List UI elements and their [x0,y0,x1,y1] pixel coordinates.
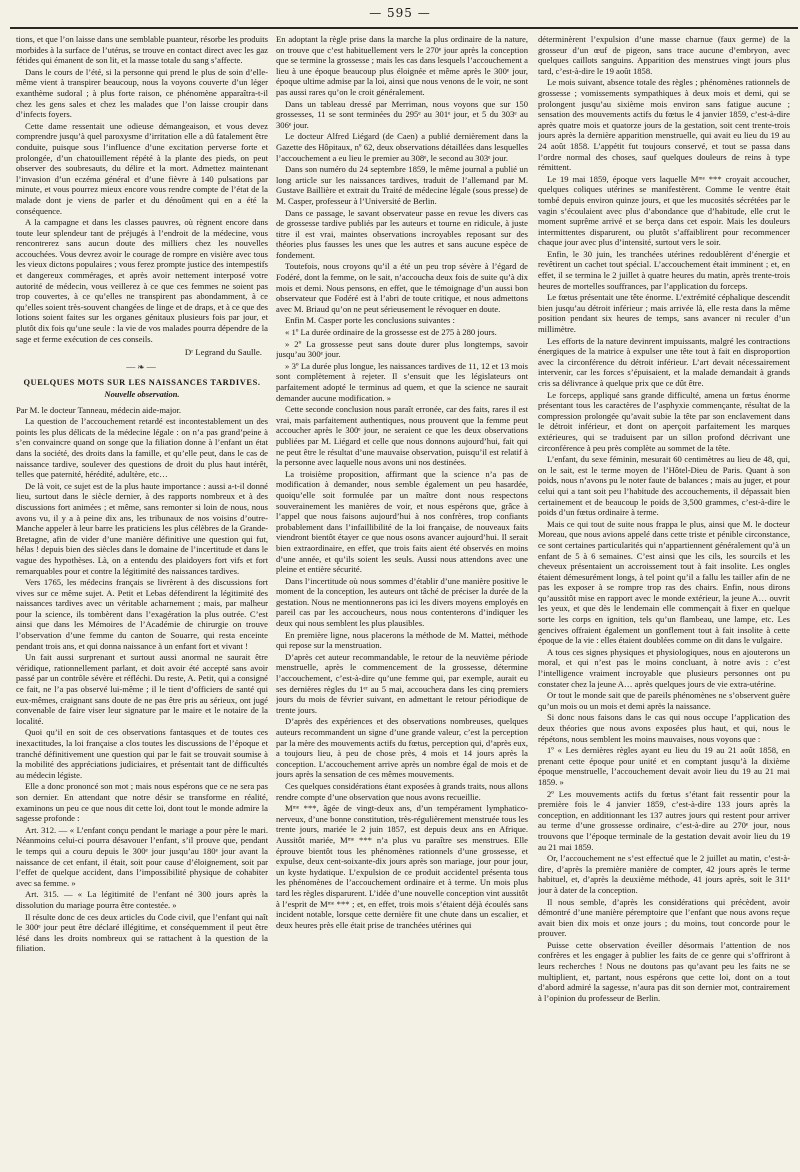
column-middle [276,34,528,1170]
header-rule [10,27,798,29]
paragraph: En adoptant la règle prise dans la marche la plus ordinaire de la nature, on trouve que c’est habituellement vers le 270ᵉ jour après la conception que se termine la grossesse ; mais les cas dans lesquels l’accouchement a lieu à une époque beaucoup plus éloignée et même après le 300ᵉ jour, époque ultime admise par la loi, ainsi que nous venons de le voir, ne sont pas aussi rares qu’on le croit généralement. [276,34,528,97]
paragraph: Il résulte donc de ces deux articles du Code civil, que l’enfant qui naît le 300ᵉ jour peut être déclaré illégitime, et conséquemment il peut être lésé dans les droits nombreux qui se rattachent à la question de la filiation. [16,911,268,954]
paragraph: Le mois suivant, absence totale des règles ; phénomènes rationnels de grossesse ; vomissements sympathiques à deux mois et demi, qui se prolongent jusqu’au sixième mois environ sans fatigue aucune ; sensation des mouvements actifs du fœtus le 4 janvier 1859, c’est-à-dire après quatre mois et quatorze jours de la gestation, soit cent trente-trois jours après la dernière apparition menstruelle, qui avait eu lieu du 19 au 24 août 1858. L’appétit fut toujours conservé, et tout se passa dans l’ordre normal des choses, sauf quelques douleurs de reins à type rémittent. [538,77,790,173]
paragraph: Si donc nous faisons dans le cas qui nous occupe l’application des deux théories que nous avons exposées plus haut, et qui, nous le répétons, nous semblent les moins mauvaises, nous voyons que : [538,712,790,744]
paragraph: La question de l’accouchement retardé est incontestablement un des points les plus délicats de la médecine légale : on n’a pas grand’peine à s’en convaincre quand on songe que la filiation donne à l’enfant un état dans la société, des droits dans la famille, et qu’elle peut, dans le cas de naissance tardive, soulever des questions de droit du plus haut intérêt, telles que paternité, hérédité, adultère, etc… [16,416,268,480]
paragraph: » 2º La grossesse peut sans doute durer plus longtemps, savoir jusqu’au 300ᵉ jour. [276,338,528,360]
paragraph: Or tout le monde sait que de pareils phénomènes ne s’observent guère qu’un mois ou un mois et demi après la naissance. [538,690,790,711]
paragraph: Quoi qu’il en soit de ces observations fantasques et de toutes ces inexactitudes, la loi française a clos toutes les discussions de l’époque et tranché définitivement une question qui par le fait se trouvait soumise à la mobilité des appréciations judiciaires, et présentait tant de difficultés au médecin légiste. [16,727,268,780]
paragraph: Dans le cours de l’été, si la personne qui prend le plus de soin d’elle-même vient à transpirer beaucoup, nous la voyons couverte d’un léger exanthème sudoral ; à plus forte raison, ce phénomène apparaîtra-t-il chez les gens sales et chez les malades que l’on laisse croupir dans d’infects foyers. [16,66,268,120]
paragraph: A tous ces signes physiques et physiologiques, nous en ajouterons un moral, et qui n’est pas le moins concluant, à notre avis : c’est l’intelligence vraiment incroyable que plusieurs personnes ont pu constater chez la jeune A… après quelques jours de vie extra-utérine. [538,646,790,689]
paragraph: Enfin M. Casper porte les conclusions suivantes : [285,315,455,326]
right-text [538,34,790,1003]
middle-text [276,34,528,930]
ornament-divider: —❧— [126,361,158,372]
paragraph: 2º Les mouvements actifs du fœtus s’étant fait ressentir pour la première fois le 4 janvier 1859, c’est-à-dire 133 jours après la conception, en additionnant les 137 autres jours qui restent pour arriver au terme d’une grossesse ordinaire, c’est-à-dire au 270ᵉ jour, nous trouvons que l’époque terminale de la gestation devait avoir lieu du 19 au 21 mai 1859. [538,788,790,852]
signature: Dʳ Legrand du Saulle. [184,347,262,358]
paragraph: De là voit, ce sujet est de la plus haute importance : aussi a-t-il donné lieu, surtout dans le siècle dernier, à des rapports nombreux et à des discussions fort animées ; et même, sans remonter si loin de nous, nous avons vu, il y a à peine dix ans, les tribunaux de nos voisins d’outre-Manche appeler à leur barre les praticiens les plus célèbres de la Grande-Bretagne, afin de vider d’une manière définitive une question qui fut, hélas ! depuis bien des siècles dans le domaine de l’incertitude et dans le vague des hypothèses. Là, on a entendu des plaidoyers fort vifs et fort remarquables pour et contre la légitimité des naissances tardives. [16,480,268,576]
section-subtitle: Nouvelle observation. [104,390,180,399]
paragraph: « 1º La durée ordinaire de la grossesse est de 275 à 280 jours. [285,327,497,338]
paragraph: A la campagne et dans les classes pauvres, où règnent encore dans toute leur splendeur tant de préjugés à l’endroit de la médecine, vous rencontrerez sans aucun doute des milliers chez les nouvelles accouchées. Vous devrez avoir le courage de rompre en visière avec tous les vieux dictons populaires ; vous ferez prompte justice des intempestifs et dangereux commérages, et après avoir nettement interposé votre autorité de médecin, vous veillerez à ce que ces femmes ne soient pas trop couvertes, à ce qu’elles ne transpirent pas abondamment, à ce qu’elles soient très-souvent changées de linge et de draps, et à ce que des lotions soient faites sur les organes génitaux plusieurs fois par jour, et plutôt dix fois qu’une seule : la vie de vos malades pourra dépendre de la sage et ferme exécution de ces conseils. [16,217,268,344]
section-title: QUELQUES MOTS SUR LES NAISSANCES TARDIVES. [23,378,261,388]
text-columns [10,34,798,1172]
paragraph: Le docteur Alfred Liégard (de Caen) a publié dernièrement dans la Gazette des Hôpitaux, nº 62, deux observations détaillées dans lesquelles l’accouchement a eu lieu le premier au 308ᵉ, le second au 303ᵉ jour. [276,131,528,163]
column-right [538,34,790,1170]
paragraph: Puisse cette observation éveiller désormais l’attention de nos confrères et les engager à publier les faits de ce genre qui s’offriront à leurs recherches ! Nous ne doutons pas qu’avant peu les faits ne se multiplient, et, partant, nous espérons que cette loi, dont on a tout d’abord admiré la sagesse, n’aura pas dit son dernier mot, contrairement à l’opinion du professeur de Berlin. [538,939,790,1003]
paragraph: déterminèrent l’expulsion d’une masse charnue (faux germe) de la grosseur d’un œuf de pigeon, sans trace aucune d’embryon, avec quelques caillots sanguins. Apparition des menstrues vingt jours plus tard, c’est-à-dire le 19 août 1858. [538,34,790,76]
paragraph: Le 19 mai 1859, époque vers laquelle Mᵐᵉ *** croyait accoucher, quelques coliques utérines se manifestèrent. Comme le ventre était tombé depuis environ quinze jours, et que les mucosités sécrétées par le vagin s’écoulaient avec plus d’abondance que d’habitude, elle crut le moment suprême arrivé et se berça dans cet espoir. Mais les douleurs intermittentes disparurent, ou plutôt s’affaiblirent pour recommencer chaque jour avec plus d’intensité, surtout vers le soir. [538,173,790,248]
paragraph: Dans un tableau dressé par Merriman, nous voyons que sur 150 grossesses, 11 se sont terminées du 295ᵉ au 301ᵉ jour, et 5 du 303ᵉ au 306ᵉ jour. [276,98,528,130]
paragraph: Toutefois, nous croyons qu’il a été un peu trop sévère à l’égard de Fodéré, dont la femme, on le sait, n’accoucha deux fois de suite qu’à dix mois et demi. Nous pensons, en effet, que le témoignage d’un aussi bon observateur que Fodéré est à l’abri de toute critique, et nous admettons avec M. Briaud qu’on ne peut sérieusement le révoquer en doute. [276,261,528,314]
paragraph: Le forceps, appliqué sans grande difficulté, amena un fœtus énorme présentant tous les caractères de l’asphyxie commençante, résultat de la compression prolongée qu’avait subie la tête par son enclavement dans le détroit inférieur, et dont on aperçoit parfaitement les marques extérieures, qui se traduisent par un sillon profond décrivant une circonférence à peu près complète au sommet de la tête. [538,389,790,453]
paragraph: Dans l’incertitude où nous sommes d’établir d’une manière positive le moment de la conception, les auteurs ont tâché de préciser la durée de la gestation. Nous ne mentionnerons pas ici les divers moyens employés en pareil cas par les accoucheurs, nous nous contenterons d’indiquer les deux qui nous semblent les plus plausibles. [276,575,528,629]
page-number: — 595 — [369,6,431,20]
paragraph: » 3º La durée plus longue, les naissances tardives de 11, 12 et 13 mois sont complètement à rejeter. Il s’ensuit que les législateurs ont parfaitement adopté le terminus ad quem, et que la science ne saurait demander aucune modification. » [276,360,528,403]
paragraph: D’après des expériences et des observations nombreuses, quelques auteurs recommandent un signe d’une grande valeur, c’est la perception par la mère des mouvements actifs du fœtus, perception qui, d’après eux, a toujours lieu, à peu de chose près, 4 mois et 14 jours après la conception. L’accouchement arrive après un nombre égal de mois et de jours après la sensation de ces mêmes mouvements. [276,716,528,780]
column-left [16,34,268,1170]
left-article-start [16,416,268,954]
paragraph: D’après cet auteur recommandable, le retour de la neuvième période menstruelle, après le commencement de la grossesse, détermine l’accouchement, c’est-à-dire qu’une femme qui, par exemple, aurait eu ses dernières règles du 1ᵉʳ au 5 mai, accouchera dans les cinq premiers jours du mois de février suivant, en admettant le retour périodique de trente jours. [276,651,528,715]
paragraph: Les efforts de la nature devinrent impuissants, malgré les contractions énergiques de la matrice à expulser une tête tout à fait en disproportion avec la circonférence du détroit inférieur. L’art devait nécessairement intervenir, car les forces s’épuisaient, et la malade demandait à grands cris sa délivrance à quelque prix que ce dût être. [538,335,790,388]
paragraph: Un fait aussi surprenant et surtout aussi anormal ne saurait être véridique, rationnellement parlant, et doit avoir été accepté sans avoir passé par un contrôle sévère et réfléchi. Du reste, A. Petit, qui a consigné ce fait, ne l’a pas observé lui-même ; il le tient d’officiers de santé qui eux-mêmes, craignant sans doute de ne pas être pris au sérieux, ont jugé convenable de faire viser leur signature par le maire et le notaire de la localité. [16,652,268,726]
paragraph: Art. 315. — « La légitimité de l’enfant né 300 jours après la dissolution du mariage pourra être contestée. » [16,889,268,910]
paragraph: Le fœtus présentait une tête énorme. L’extrémité céphalique descendit bien jusqu’au détroit inférieur ; mais arrivée là, elle resta dans la même position pendant six heures de temps, sans avancer ni reculer d’un millimètre. [538,292,790,335]
paragraph: Mais ce qui tout de suite nous frappa le plus, ainsi que M. le docteur Moreau, que nous avions appelé dans cette triste et pénible circonstance, ce sont certaines particularités qui n’appartiennent généralement qu’à un enfant de 5 à 6 semaines. C’est ainsi que les cils, les sourcils et les cheveux présentaient un accroissement tout à fait insolite. Les ongles étaient démesurément longs, à tel point qu’il a fallu les tailler afin de ne pas les exposer à se rompre trop ras des chairs. Enfin, nous dirons qu’aussitôt mise en rapport avec le monde extérieur, la jeune A… ouvrit les yeux, et que dès le lendemain elle commençait à fixer en quelque sorte les corps en ignition, tels qu’un flambeau, une lampe, etc. Les gencives offraient également un gonflement tout à fait insolite à cette époque de la vie : elles étaient doublées comme on dit dans le vulgaire. [538,518,790,646]
paragraph: Il nous semble, d’après les considérations qui précèdent, avoir démontré d’une manière péremptoire que l’enfant que nous avons reçue avait bien dix mois et onze jours ; du moins, tout concorde pour le prouver. [538,896,790,939]
paragraph: Art. 312. — « L’enfant conçu pendant le mariage a pour père le mari. Néanmoins celui-ci pourra désavouer l’enfant, s’il prouve que, pendant le temps qui a couru depuis le 300ᵉ jour jusqu’au 180ᵉ jour avant la naissance de cet enfant, il était, soit pour cause d’éloignement, soit par l’effet de quelque accident, dans l’impossibilité physique de cohabiter avec sa femme. » [16,824,268,888]
byline: Par M. le docteur Tanneau, médecin aide-major. [16,404,182,415]
paragraph: Mᵐᵉ ***, âgée de vingt-deux ans, d’un tempérament lymphatico-nerveux, d’une bonne constitution, très-régulièrement menstruée tous les trente jours, mariée le 2 juin 1857, est depuis deux ans en Afrique. Aussitôt mariée, Mᵐᵉ *** n’a plus vu paraître ses menstrues. Elle éprouve bientôt tous les phénomènes rationnels d’une grossesse, et expulse, deux cent-soixante-dix jours après son mariage, jour pour jour, un kyste hydatique. L’expulsion de ce produit accidentel présenta tous les phénomènes de l’accouchement ordinaire et à terme. Un mois plus tard les règles disparurent. L’idée d’une nouvelle conception vint aussitôt à l’esprit de Mᵐᵉ *** ; et, en effet, trois mois s’étaient déjà écoulés sans incident notable, lorsque cette dernière fit une chute dans un escalier, et deux heures près elle était prise de tranchées utérines qui [276,803,528,930]
paragraph: Cette dame ressentait une odieuse démangeaison, et vous devez comprendre jusqu’à quel paroxysme d’irritation elle a dû fatalement être conduite, puisque sous l’influence d’une excitation perverse forte et prolongée, d’un chatouillement répété à la plante des pieds, on peut observer des soubresauts, du délire et la mort. Admettez maintenant l’invasion d’un eczéma général et d’une fièvre à 140 pulsations par minute, et vous pourrez mieux encore vous rendre compte de l’état de la malade dont je viens de parler et du dénoûment qui en a été la conséquence. [16,120,268,216]
paragraph: En première ligne, nous placerons la méthode de M. Mattei, méthode qui repose sur la menstruation. [276,629,528,651]
paragraph: L’enfant, du sexe féminin, mesurait 60 centimètres au lieu de 48, qui, on le sait, est le terme moyen de l’Hôtel-Dieu de Paris. Quant à son poids, nous n’avons pu le noter faute de balances ; mais au juger, et pour celui qui a tant soit peu l’habitude des accouchements, il dépassait bien certainement et de beaucoup le poids de 3,500 grammes, c’est-à-dire le poids d’un fœtus ordinaire à terme. [538,454,790,518]
paragraph: Elle a donc prononcé son mot ; mais nous espérons que ce ne sera pas son dernier. En attendant que notre désir se transforme en réalité, examinons un peu ce que nous dit cette loi, dont tout le monde admire la sagesse profonde : [16,781,268,824]
paragraph: Ces quelques considérations étant exposées à grands traits, nous allons rendre compte d’une observation que nous avons recueillie. [276,780,528,802]
paragraph: 1º « Les dernières règles ayant eu lieu du 19 au 21 août 1858, en prenant cette époque pour unité et en comptant jusqu’à la dixième époque menstruelle, l’accouchement devait avoir lieu du 19 au 21 mai 1859. » [538,745,790,787]
paragraph: La troisième proposition, affirmant que la science n’a pas de modification à demander, nous semble également un peu hasardée, quoiqu’elle soit formulée par un maître dont nous respectons souverainement les manières de voir, et nous espérons que, grâce à l’appel que nous faisons aujourd’hui à nos confrères, trop confiants probablement dans l’infaillibilité de la loi française, de nouveaux faits viendront bientôt étayer ce que nous osons avancer aujourd’hui. Il serait bien extraordinaire, en effet, que trois faits aient été observés en moins d’une année, et qu’ils soient les seuls. Aussi nous attendons avec une pleine et entière sécurité. [276,468,528,575]
paragraph: Dans son numéro du 24 septembre 1859, le même journal a publié un long article sur les naissances tardives, traduit de l’allemand par M. Gustave Baillière et extrait du Traité de médecine légale (sous presse) de M. Casper, professeur à l’Université de Berlin. [276,164,528,206]
paragraph: Enfin, le 30 juin, les tranchées utérines redoublèrent d’énergie et revêtirent un cachet tout spécial. L’accouchement était imminent ; et, en effet, il se termina le 2 juillet à quatre heures du matin, après trente-trois heures de mortelles souffrances, par l’application du forceps. [538,248,790,291]
paragraph: Vers 1765, les médecins français se livrèrent à des discussions fort vives sur ce même sujet. A. Petit et Lebas défendirent la légitimité des naissances tardives avec un véritable acharnement ; mais, par malheur pour la science, ils tombèrent dans l’exagération la plus outrée. C’est ainsi que dans les Mémoires de l’Académie de chirurgie on trouve l’observation d’une femme du canton de Souarre, qui resta enceinte pendant trois ans, et qui donna naissance à un enfant fort et vivant ! [16,577,268,651]
paragraph: Dans ce passage, le savant observateur passe en revue les divers cas de grossesse tardive publiés par les auteurs et tourne en ridicule, à juste titre il est vrai, maintes observations incroyables reposant sur des théories plus fausses les unes que les autres et sans aucune espèce de fondement. [276,207,528,260]
paragraph: Or, l’accouchement ne s’est effectué que le 2 juillet au matin, c’est-à-dire, d’après la première manière de compter, 42 jours après le terme habituel, et, d’après la deuxième méthode, 41 jours après, soit le 311ᵉ jour à dater de la conception. [538,853,790,895]
left-article-end [16,34,268,344]
paragraph: Cette seconde conclusion nous paraît erronée, car des faits, rares il est vrai, mais parfaitement authentiques, nous prouvent que la femme peut accoucher après le 300ᵉ jour, ne seraient ce que les deux observations publiées par M. Liégard et celle que nous donnons aujourd’hui, fait qui ne peut être le résultat d’une mauvaise observation, puisqu’il est relatif à la personne avec laquelle nous avons uni nos destinées. [276,404,528,468]
paragraph: tions, et que l’on laisse dans une semblable puanteur, résorbe les produits morbides à la surface de l’utérus, se trouve en contact direct avec les gaz fétides qui émanent de son lit, et la masse totale du sang s’affecte. [16,34,268,66]
